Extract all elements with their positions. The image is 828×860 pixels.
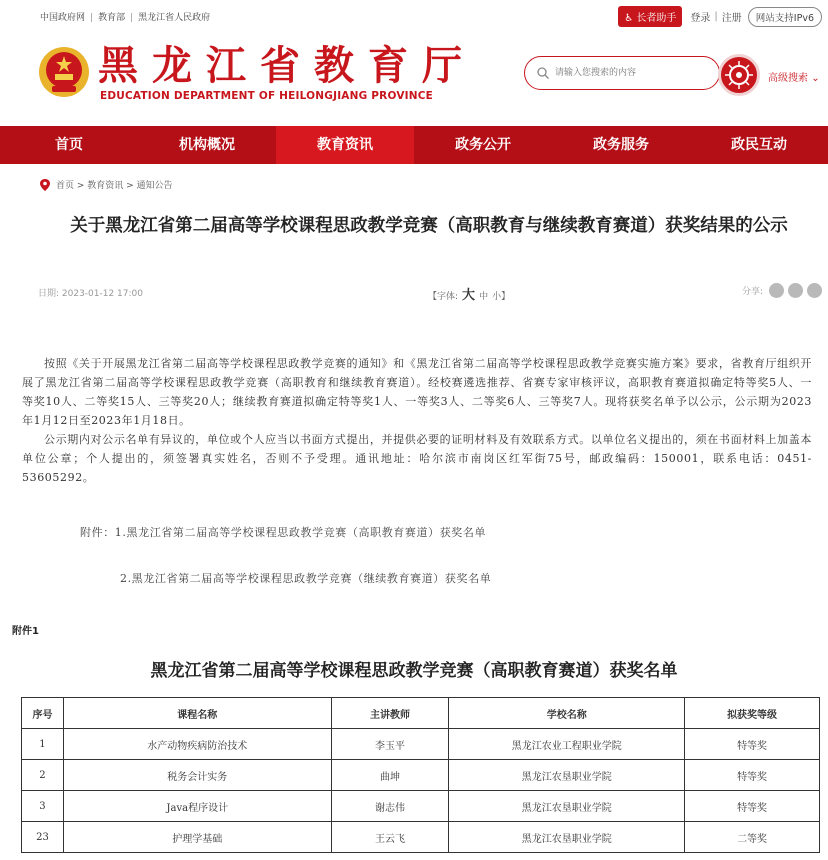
nav-interaction[interactable]: 政民互动 <box>731 137 787 153</box>
appendix-label: 附件1 <box>12 626 39 637</box>
table-row <box>22 822 820 853</box>
col-header-award: 拟获奖等级 <box>685 698 820 729</box>
table-row <box>22 729 820 760</box>
font-large-button[interactable]: 大 <box>462 288 476 303</box>
col-header-no: 序号 <box>22 698 64 729</box>
table-row <box>22 791 820 822</box>
link-gov[interactable]: 中国政府网 <box>40 13 86 23</box>
advanced-search-link[interactable]: 高级搜索 ⌄ <box>768 73 820 84</box>
cell-no: 3 <box>22 791 64 822</box>
cell-course: Java程序设计 <box>63 791 331 822</box>
cell-teacher: 曲坤 <box>331 760 449 791</box>
table-row <box>22 760 820 791</box>
logo-subtitle: EDUCATION DEPARTMENT OF HEILONGJIANG PROVINCE <box>100 90 434 102</box>
cell-course: 护理学基础 <box>63 822 331 853</box>
paragraph-1: 按照《关于开展黑龙江省第二届高等学校课程思政教学竞赛的通知》和《黑龙江省第二届高等学校课程思政教学竞赛实施方案》要求，省教育厅组织开展了黑龙江省第二届高等学校课程思政教学竞赛（高职教育和继续教育赛道）。经校赛遴选推荐、省赛专家审核评议，高职教育赛道拟确定特等奖5人、一等奖10人、二等奖15人、三等奖20人；继续教育赛道拟确定特等奖1人、一等奖3人、二等奖6人、三等奖7人。现将获奖名单予以公示，公示期为2023年1月12日至2023年1月18日。 <box>22 357 812 427</box>
ipv6-badge: 网站支持IPv6 <box>748 7 822 27</box>
search-button[interactable] <box>718 54 760 96</box>
cell-no: 1 <box>22 729 64 760</box>
cell-school: 黑龙江农垦职业学院 <box>449 791 685 822</box>
weibo-share-icon[interactable] <box>788 283 803 298</box>
search-icon <box>537 67 549 79</box>
cell-teacher: 谢志伟 <box>331 791 449 822</box>
nav-education-news[interactable]: 教育资讯 <box>276 126 414 164</box>
cell-course: 水产动物疾病防治技术 <box>63 729 331 760</box>
share-label: 分享: <box>741 287 763 297</box>
cell-award: 特等奖 <box>685 729 820 760</box>
cell-award: 特等奖 <box>685 791 820 822</box>
cell-teacher: 李玉平 <box>331 729 449 760</box>
cell-teacher: 王云飞 <box>331 822 449 853</box>
nav-government-services[interactable]: 政务服务 <box>593 137 649 153</box>
login-link[interactable]: 登录 <box>690 13 711 24</box>
share-bar <box>742 283 822 298</box>
elder-assistant-button[interactable]: ♿ 长者助手 <box>618 6 682 27</box>
link-province[interactable]: 黑龙江省人民政府 <box>138 13 211 23</box>
font-small-button[interactable]: 小】 <box>492 292 511 302</box>
col-header-teacher: 主讲教师 <box>331 698 449 729</box>
attachment-2[interactable]: 2.黑龙江省第二届高等学校课程思政教学竞赛（继续教育赛道）获奖名单 <box>120 572 492 585</box>
cell-award: 二等奖 <box>685 822 820 853</box>
cell-award: 特等奖 <box>685 760 820 791</box>
cell-school: 黑龙江农垦职业学院 <box>449 822 685 853</box>
chevron-down-icon: ⌄ <box>811 73 820 84</box>
site-header <box>0 34 828 126</box>
article-title: 关于黑龙江省第二届高等学校课程思政教学竞赛（高职教育与继续教育赛道）获奖结果的公示 <box>70 216 788 236</box>
award-table <box>21 697 820 853</box>
attachment-1[interactable]: 附件：1.黑龙江省第二届高等学校课程思政教学竞赛（高职教育赛道）获奖名单 <box>80 526 487 539</box>
cell-school: 黑龙江农垦职业学院 <box>449 760 685 791</box>
table-header-row <box>22 698 820 729</box>
breadcrumb <box>40 178 173 191</box>
register-link[interactable]: 注册 <box>721 13 742 24</box>
publish-date: 日期: 2023-01-12 17:00 <box>38 289 143 299</box>
search-input[interactable] <box>555 65 705 81</box>
font-medium-button[interactable]: 中 <box>479 292 489 302</box>
wechat-share-icon[interactable] <box>769 283 784 298</box>
cell-course: 税务会计实务 <box>63 760 331 791</box>
col-header-school: 学校名称 <box>449 698 685 729</box>
cell-no: 2 <box>22 760 64 791</box>
link-moe[interactable]: 教育部 <box>98 13 126 23</box>
top-right-tools: ♿ 长者助手 登录 | 注册 网站支持IPv6 <box>618 6 822 27</box>
location-pin-icon <box>40 179 50 191</box>
article-body <box>22 355 812 487</box>
col-header-course: 课程名称 <box>63 698 331 729</box>
emblem-search-icon <box>721 57 757 93</box>
breadcrumb-text[interactable]: 首页 > 教育资讯 > 通知公告 <box>56 181 173 191</box>
paragraph-2: 公示期内对公示名单有异议的，单位或个人应当以书面方式提出，并提供必要的证明材料及有效联系方式。以单位名义提出的，须在书面材料上加盖本单位公章；个人提出的，须签署真实姓名，否则不予受理。通讯地址：哈尔滨市南岗区红军街75号，邮政编码：150001，联系电话：0451-53605292。 <box>22 433 812 484</box>
search-box <box>524 56 720 90</box>
top-bar <box>0 0 828 34</box>
cell-school: 黑龙江农业工程职业学院 <box>449 729 685 760</box>
cell-no: 23 <box>22 822 64 853</box>
nav-organization[interactable]: 机构概况 <box>179 137 235 153</box>
main-nav <box>0 126 828 164</box>
top-links: 中国政府网 | 教育部 | 黑龙江省人民政府 <box>40 13 211 23</box>
qq-share-icon[interactable] <box>807 283 822 298</box>
list-title: 黑龙江省第二届高等学校课程思政教学竞赛（高职教育赛道）获奖名单 <box>150 661 678 681</box>
national-emblem-icon <box>38 46 90 98</box>
logo-title[interactable]: 黑龙江省教育厅 <box>98 42 476 89</box>
nav-home[interactable]: 首页 <box>55 137 83 153</box>
nav-government-affairs[interactable]: 政务公开 <box>455 137 511 153</box>
font-size-controls: 【字体: 大 中 小】 <box>428 288 511 303</box>
